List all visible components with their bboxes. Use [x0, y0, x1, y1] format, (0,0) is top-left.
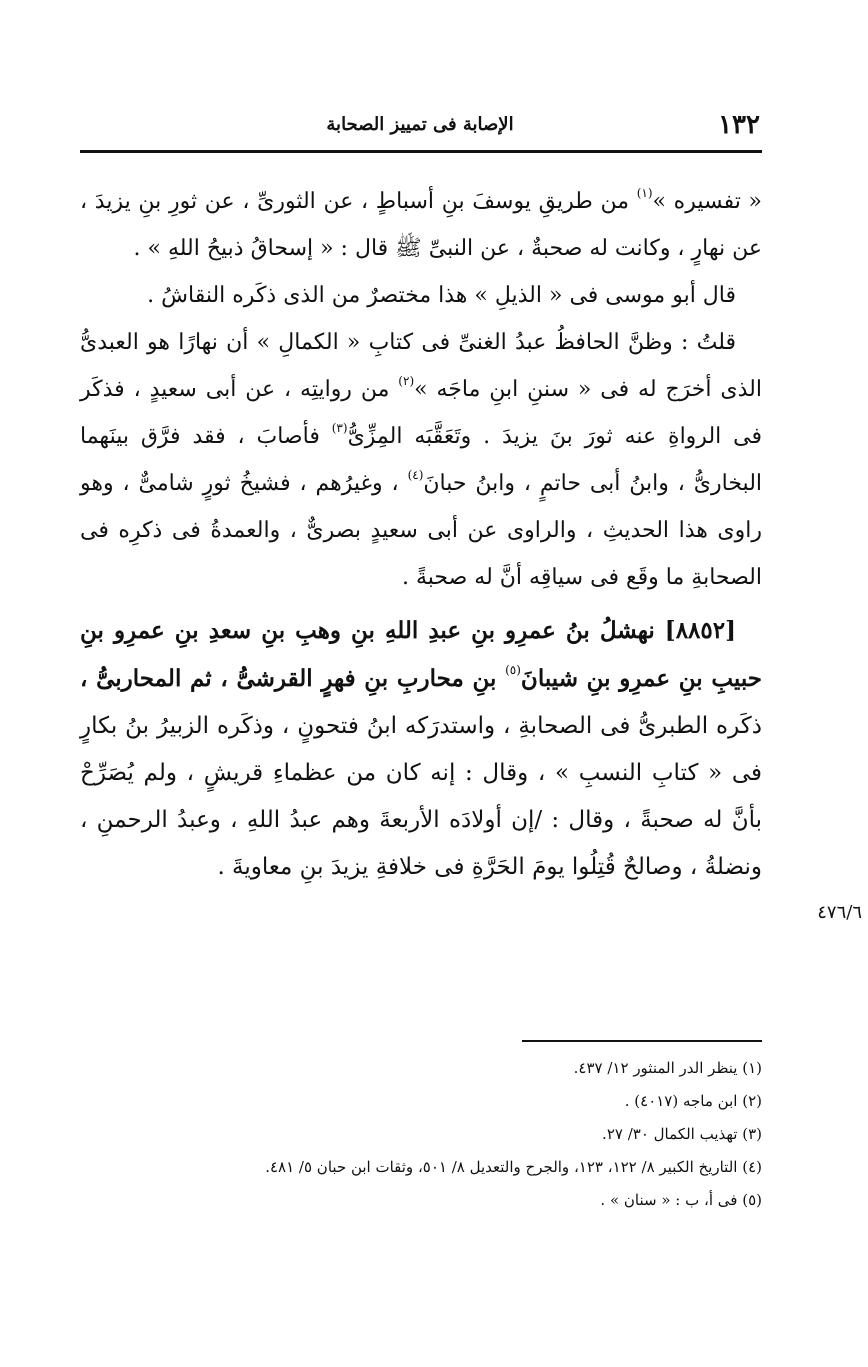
text-span: « تفسيره » [652, 189, 763, 214]
footnote-ref: (١) [636, 186, 653, 200]
footnotes [80, 1052, 762, 1217]
footnote: (٢) ابن ماجه (٤٠١٧) . [624, 1092, 762, 1110]
main-text [80, 178, 762, 891]
footnote: (٥) فى أ، ب : « سنان » . [600, 1191, 762, 1209]
footnote-ref: (٣) [331, 421, 348, 435]
text-span: قلتُ : وظنَّ الحافظُ عبدُ الغنىِّ فى كتابِ « الكمالِ » أن نهارًا هو العبدىُّ الذى أخرَج له فى « سننِ ابنِ ماجَه » [80, 330, 762, 402]
footnote-ref: (٢) [398, 374, 415, 388]
footnote-rule [522, 1040, 762, 1042]
running-header [80, 110, 760, 144]
text-span: من روايتِه ، عن أبى سعيدٍ ، فذكَر فى الرواةِ عنه ثورَ بنَ يزيدَ . وتَعَقَّبَه المِزِّىُّ [80, 377, 762, 449]
paragraph [80, 319, 762, 601]
paragraph [80, 178, 762, 272]
entry-paragraph [80, 607, 762, 891]
paragraph: قال أبو موسى فى « الذيلِ » هذا مختصرٌ من الذى ذكَره النقاشُ . [147, 283, 736, 308]
running-title: الإصابة فى تمييز الصحابة [326, 114, 514, 135]
page-number: ١٣٢ [718, 110, 760, 140]
footnote: (٤) التاريخ الكبير ٨/ ١٢٢، ١٢٣، والجرح والتعديل ٨/ ٥٠١، وثقات ابن حبان ٥/ ٤٨١. [265, 1158, 762, 1176]
footnote-ref: (٥) [505, 663, 521, 677]
text-span: ، وغيرُهم ، فشيخُ ثورٍ شامىٌّ ، وهو راوى هذا الحديثِ ، والراوى عن أبى سعيدٍ بصرىٌّ ، والعمدةُ فى ذكرِه فى الصحابةِ ما وقَع فى سياقِه أنَّ له صحبةً . [80, 471, 762, 590]
footnote: (٣) تهذيب الكمال ٣٠/ ٢٧. [602, 1125, 762, 1143]
header-rule [80, 150, 762, 153]
margin-reference: ٤٧٦/٦ [817, 902, 862, 923]
footnote-ref: (٤) [407, 468, 424, 482]
footnote: (١) ينظر الدر المنثور ١٢/ ٤٣٧. [573, 1059, 762, 1077]
entry-heading: [٨٨٥٢] نهشلُ بنُ عمرِو بنِ عبدِ اللهِ بنِ وهبِ بنِ سعدِ بنِ عمرِو بنِ حبيبِ بنِ عمرِو بنِ شيبانَ [80, 617, 763, 692]
text-span: من طريقِ يوسفَ بنِ أسباطٍ ، عن الثورىِّ ، عن ثورِ بنِ يزيدَ ، عن نهارٍ ، وكانت له صحبةٌ ، عن النبىِّ ﷺ قال : « إسحاقُ ذبيحُ اللهِ » . [80, 189, 762, 261]
entry-text: ذكَره الطبرىُّ فى الصحابةِ ، واستدرَكه ابنُ فتحونٍ ، وذكَره الزبيرُ بنُ بكارٍ فى « كتابِ النسبِ » ، وقال : إنه كان من عظماءِ قريشٍ ، ولم يُصَرِّحْ بأنَّ له صحبةً ، وقال : /إن أولادَه الأربعةَ وهم عبدُ اللهِ ، وعبدُ الرحمنِ ، ونضلةُ ، وصالحٌ قُتِلُوا يومَ الحَرَّةِ فى خلافةِ يزيدَ بنِ معاويةَ . [80, 713, 762, 880]
entry-heading: بنِ محاربِ بنِ فهرٍ القرشىُّ ، ثم المحاربىُّ ، [80, 665, 506, 692]
text-span: فأصابَ ، فقد فرَّق بينَهما البخارىُّ ، وابنُ أبى حاتمٍ ، وابنُ حبانَ [80, 424, 763, 496]
